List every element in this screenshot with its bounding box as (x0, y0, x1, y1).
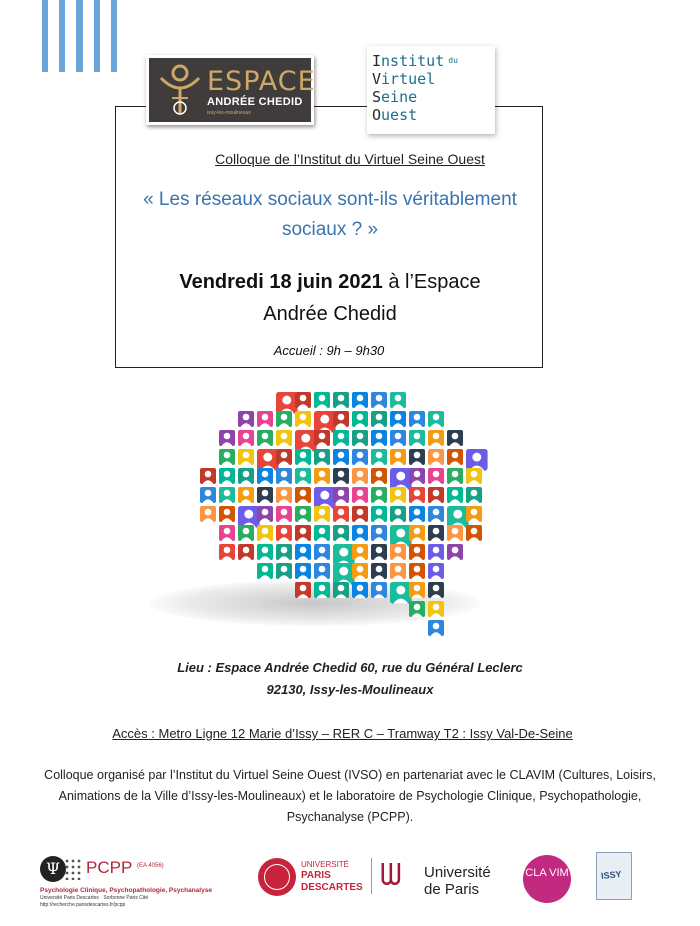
person-icon (295, 582, 311, 598)
social-people-bubble-illustration (196, 388, 496, 638)
person-icon (409, 468, 425, 484)
pcpp-logo (40, 854, 240, 914)
person-icon (333, 487, 349, 503)
person-icon (466, 468, 482, 484)
person-icon (447, 430, 463, 446)
person-icon (371, 563, 387, 579)
person-icon (428, 563, 444, 579)
person-icon (333, 506, 349, 522)
person-icon (314, 563, 330, 579)
person-icon (219, 430, 235, 446)
university-seal-icon (258, 858, 296, 896)
pcpp-url: http://recherche.parisdescartes.fr/pcpp (40, 902, 126, 908)
person-icon (314, 468, 330, 484)
person-icon (333, 449, 349, 465)
person-icon (428, 601, 444, 617)
paris-descartes-word-1: UNIVERSITÉ (301, 860, 350, 869)
paris-descartes-word-2: PARIS (301, 870, 331, 881)
person-icon (219, 449, 235, 465)
person-icon (428, 411, 444, 427)
person-icon (428, 506, 444, 522)
event-venue: Andrée Chedid (263, 303, 397, 325)
person-icon (371, 449, 387, 465)
ivso-line-1: Institut $^{du}$ (372, 52, 458, 70)
person-icon (276, 544, 292, 560)
person-icon (219, 487, 235, 503)
person-icon (257, 506, 273, 522)
person-icon (466, 506, 482, 522)
person-icon (409, 449, 425, 465)
person-icon (314, 411, 336, 433)
person-icon (238, 449, 254, 465)
person-icon (219, 468, 235, 484)
person-icon (295, 430, 317, 452)
universite-de-paris-logo (380, 856, 500, 900)
person-icon (371, 582, 387, 598)
dot-grid-icon (64, 858, 82, 880)
person-icon (352, 449, 368, 465)
ivso-line-2: Virtuel (372, 70, 436, 88)
person-icon (428, 468, 444, 484)
person-icon (276, 468, 292, 484)
espace-andree-chedid-logo (146, 55, 314, 125)
person-icon (447, 487, 463, 503)
stripe (111, 0, 117, 72)
person-icon (428, 582, 444, 598)
person-icon (390, 487, 406, 503)
person-icon (409, 544, 425, 560)
person-icon (295, 449, 311, 465)
person-icon (314, 392, 330, 408)
person-icon (276, 506, 292, 522)
person-icon (409, 506, 425, 522)
person-icon (200, 468, 216, 484)
person-icon (295, 468, 311, 484)
person-icon (314, 430, 330, 446)
stripe (76, 0, 82, 72)
person-icon (409, 430, 425, 446)
pcpp-ea: (EA 4056) (137, 863, 164, 869)
espace-emblem-icon (157, 64, 203, 120)
location-block (0, 657, 700, 701)
espace-logo-word: ESPACE (207, 66, 316, 97)
person-icon (466, 449, 488, 471)
person-icon (276, 430, 292, 446)
person-icon (238, 544, 254, 560)
person-icon (447, 525, 463, 541)
event-date-bold: Vendredi 18 juin 2021 (179, 271, 383, 293)
person-icon (447, 449, 463, 465)
person-icon (200, 506, 216, 522)
person-icon (257, 468, 273, 484)
person-icon (295, 392, 311, 408)
person-icon (352, 487, 368, 503)
person-icon (371, 468, 387, 484)
person-icon (276, 525, 292, 541)
person-icon (390, 392, 406, 408)
person-icon (409, 525, 425, 541)
person-icon (466, 525, 482, 541)
person-icon (390, 582, 412, 604)
location-street: 60, rue du Général Leclerc (356, 660, 523, 675)
person-icon (295, 525, 311, 541)
event-date (120, 266, 540, 330)
person-icon (276, 392, 298, 414)
partner-logos (0, 848, 700, 918)
person-icon (428, 620, 444, 636)
person-icon (352, 563, 368, 579)
person-icon (390, 430, 406, 446)
person-icon (238, 487, 254, 503)
psi-icon: Ψ (40, 856, 66, 882)
person-icon (295, 563, 311, 579)
person-icon (219, 525, 235, 541)
universite-paris-line-1: Université (424, 864, 491, 881)
person-icon (295, 487, 311, 503)
universite-paris-mark-icon: ᗯ (380, 858, 402, 893)
person-icon (428, 544, 444, 560)
issy-logo (596, 852, 632, 900)
person-icon (200, 487, 216, 503)
person-icon (409, 563, 425, 579)
person-icon (409, 601, 425, 617)
person-icon (295, 544, 311, 560)
person-icon (295, 506, 311, 522)
person-icon (276, 563, 292, 579)
person-icon (219, 506, 235, 522)
person-icon (276, 411, 292, 427)
person-icon (352, 411, 368, 427)
person-icon (257, 411, 273, 427)
person-icon (390, 411, 406, 427)
person-icon (219, 544, 235, 560)
person-icon (371, 392, 387, 408)
location-venue-name: Espace Andrée Chedid (215, 660, 357, 675)
decorative-stripes (42, 0, 117, 72)
person-icon (238, 468, 254, 484)
clavim-text: CLA VIM (525, 867, 569, 879)
person-icon (390, 525, 412, 547)
colloque-title: Colloque de l’Institut du Virtuel Seine Ouest (215, 151, 485, 167)
person-icon (371, 525, 387, 541)
access-info: Accès : Metro Ligne 12 Marie d’Issy – RER C – Tramway T2 : Issy Val-De-Seine (112, 726, 573, 741)
stripe (94, 0, 100, 72)
espace-logo-city: issy-les-moulineaux (207, 110, 251, 116)
person-icon (257, 525, 273, 541)
espace-logo-name: ANDRÉE CHEDID (207, 96, 303, 108)
person-icon (257, 430, 273, 446)
person-icon (314, 582, 330, 598)
person-icon (447, 506, 469, 528)
person-icon (333, 544, 355, 566)
person-icon (257, 563, 273, 579)
person-icon (238, 506, 260, 528)
pcpp-subtitle: Psychologie Clinique, Psychopathologie, Psychanalyse (40, 887, 212, 894)
person-icon (238, 430, 254, 446)
person-icon (371, 411, 387, 427)
person-icon (428, 449, 444, 465)
person-icon (333, 392, 349, 408)
universite-paris-line-2: de Paris (424, 881, 480, 898)
stripe (59, 0, 65, 72)
person-icon (352, 430, 368, 446)
person-icon (238, 525, 254, 541)
issy-text: ISSY (600, 868, 622, 882)
person-icon (352, 392, 368, 408)
person-icon (409, 582, 425, 598)
person-icon (371, 544, 387, 560)
person-icon (390, 544, 406, 560)
person-icon (352, 544, 368, 560)
person-icon (352, 506, 368, 522)
people-bubble-icon (196, 388, 496, 638)
person-icon (428, 525, 444, 541)
stripe (42, 0, 48, 72)
person-icon (238, 411, 254, 427)
ivso-logo (367, 46, 495, 134)
person-icon (295, 411, 311, 427)
person-icon (428, 487, 444, 503)
person-icon (276, 449, 292, 465)
person-icon (333, 582, 349, 598)
person-icon (352, 468, 368, 484)
person-icon (371, 487, 387, 503)
person-icon (466, 487, 482, 503)
person-icon (333, 411, 349, 427)
paris-descartes-logo (258, 858, 373, 900)
person-icon (314, 487, 336, 509)
paris-descartes-word-3: DESCARTES (301, 882, 363, 893)
person-icon (257, 449, 279, 471)
person-icon (352, 525, 368, 541)
person-icon (447, 468, 463, 484)
accueil-time: Accueil : 9h – 9h30 (273, 343, 385, 358)
person-icon (371, 430, 387, 446)
person-icon (257, 544, 273, 560)
person-icon (314, 544, 330, 560)
logo-divider (371, 858, 372, 894)
person-icon (390, 468, 412, 490)
location-label: Lieu : (177, 660, 216, 675)
person-icon (390, 506, 406, 522)
person-icon (314, 525, 330, 541)
person-icon (257, 487, 273, 503)
person-icon (409, 411, 425, 427)
location-city: 92130, Issy-les-Moulineaux (266, 682, 434, 697)
person-icon (333, 563, 355, 585)
organisation-text: Colloque organisé par l’Institut du Virtuel Seine Ouest (IVSO) en partenariat avec le CLAVIM (Cultures, Loisirs, Animations de la Ville d’Issy-les-Moulineaux) et le laboratoire de Psychologie Clinique, Psychopathologie, Psychanalyse (PCPP). (44, 768, 656, 824)
person-icon (390, 449, 406, 465)
person-icon (390, 563, 406, 579)
pcpp-affiliation: Université Paris Descartes · Sorbonne Paris Cité (40, 895, 149, 901)
ivso-line-4: Ouest (372, 106, 418, 124)
person-icon (314, 506, 330, 522)
person-icon (447, 544, 463, 560)
person-icon (333, 525, 349, 541)
person-icon (371, 506, 387, 522)
event-date-rest: à l’Espace (382, 271, 481, 293)
colloque-question: « Les réseaux sociaux sont-ils véritablement sociaux ? » (143, 189, 517, 240)
pcpp-name: PCPP (86, 858, 133, 877)
person-icon (409, 487, 425, 503)
person-icon (333, 468, 349, 484)
person-icon (314, 449, 330, 465)
person-icon (333, 430, 349, 446)
ivso-line-3: Seine (372, 88, 418, 106)
clavim-logo (523, 855, 571, 903)
person-icon (276, 487, 292, 503)
person-icon (428, 430, 444, 446)
person-icon (352, 582, 368, 598)
